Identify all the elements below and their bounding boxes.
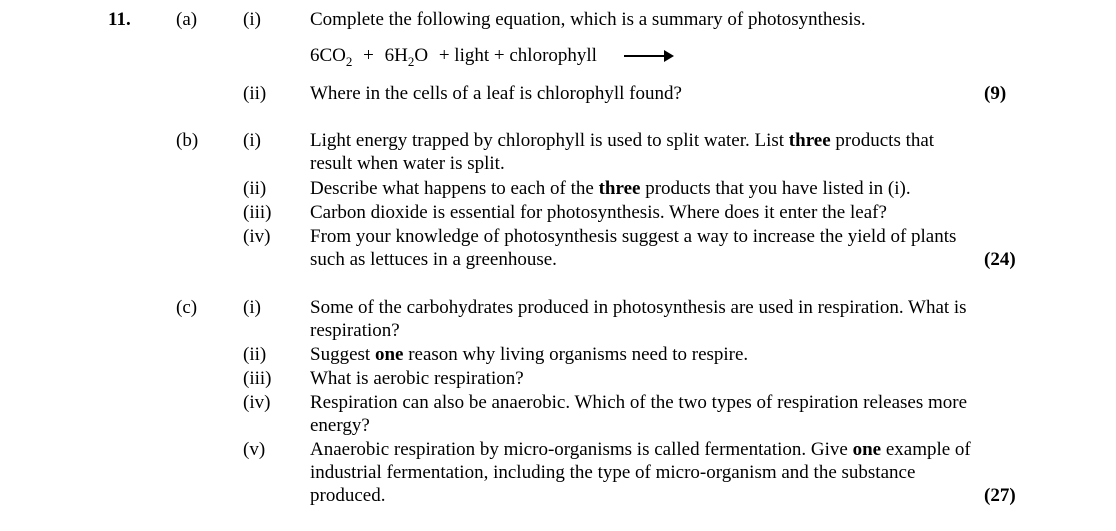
part-a-marks: (9) bbox=[984, 83, 1007, 104]
part-c-iv-line1: Respiration can also be anaerobic. Which of the two types of respiration releases more bbox=[310, 392, 968, 413]
part-b-iii-label: (iii) bbox=[243, 202, 272, 223]
plus-sign: + bbox=[363, 45, 374, 66]
part-c-iv-label: (iv) bbox=[243, 392, 271, 413]
arrow-right-icon bbox=[624, 55, 672, 57]
part-c-v-line2: industrial fermentation, including the type of micro-organism and the substance bbox=[310, 462, 916, 483]
part-a-ii-label: (ii) bbox=[243, 83, 267, 104]
part-c-i-label: (i) bbox=[243, 297, 261, 318]
h2o-term: $6H_2O$ bbox=[384, 45, 429, 69]
part-c-iv-line2: energy? bbox=[310, 415, 370, 436]
part-a-i-label: (i) bbox=[243, 9, 261, 30]
part-b-label: (b) bbox=[176, 130, 199, 151]
part-c-iii-text: What is aerobic respiration? bbox=[310, 368, 524, 389]
part-c-ii-label: (ii) bbox=[243, 344, 267, 365]
part-c-ii-text: Suggest one reason why living organisms need to respire. bbox=[310, 344, 749, 365]
part-c-v-line3: produced. bbox=[310, 485, 386, 506]
part-c-i-line1: Some of the carbohydrates produced in photosynthesis are used in respiration. What is bbox=[310, 297, 967, 318]
part-b-iv-line1: From your knowledge of photosynthesis suggest a way to increase the yield of plants bbox=[310, 226, 957, 247]
part-b-i-label: (i) bbox=[243, 130, 261, 151]
part-b-i-line2: result when water is split. bbox=[310, 153, 505, 174]
part-c-marks: (27) bbox=[984, 485, 1016, 506]
part-b-i-line1: Light energy trapped by chlorophyll is used to split water. List three products that bbox=[310, 130, 935, 151]
part-c-i-line2: respiration? bbox=[310, 320, 400, 341]
part-c-label: (c) bbox=[176, 297, 198, 318]
part-b-marks: (24) bbox=[984, 249, 1016, 270]
part-c-v-line1: Anaerobic respiration by micro-organisms is called fermentation. Give one example of bbox=[310, 439, 971, 460]
part-b-ii-text: Describe what happens to each of the three products that you have listed in (i). bbox=[310, 178, 911, 199]
part-b-ii-label: (ii) bbox=[243, 178, 267, 199]
part-c-v-label: (v) bbox=[243, 439, 266, 460]
part-a-i-text: Complete the following equation, which is a summary of photosynthesis. bbox=[310, 9, 866, 30]
part-b-iii-text: Carbon dioxide is essential for photosynthesis. Where does it enter the leaf? bbox=[310, 202, 887, 223]
part-a-ii-text: Where in the cells of a leaf is chlorophyll found? bbox=[310, 83, 682, 104]
question-number: 11. bbox=[108, 9, 131, 30]
part-c-iii-label: (iii) bbox=[243, 368, 272, 389]
co2-term: $6CO_2$ bbox=[310, 45, 353, 69]
equation-rest: + light + chlorophyll bbox=[438, 45, 597, 66]
photosynthesis-equation bbox=[310, 44, 672, 67]
part-b-iv-label: (iv) bbox=[243, 226, 271, 247]
part-a-label: (a) bbox=[176, 9, 198, 30]
part-b-iv-line2: such as lettuces in a greenhouse. bbox=[310, 249, 557, 270]
